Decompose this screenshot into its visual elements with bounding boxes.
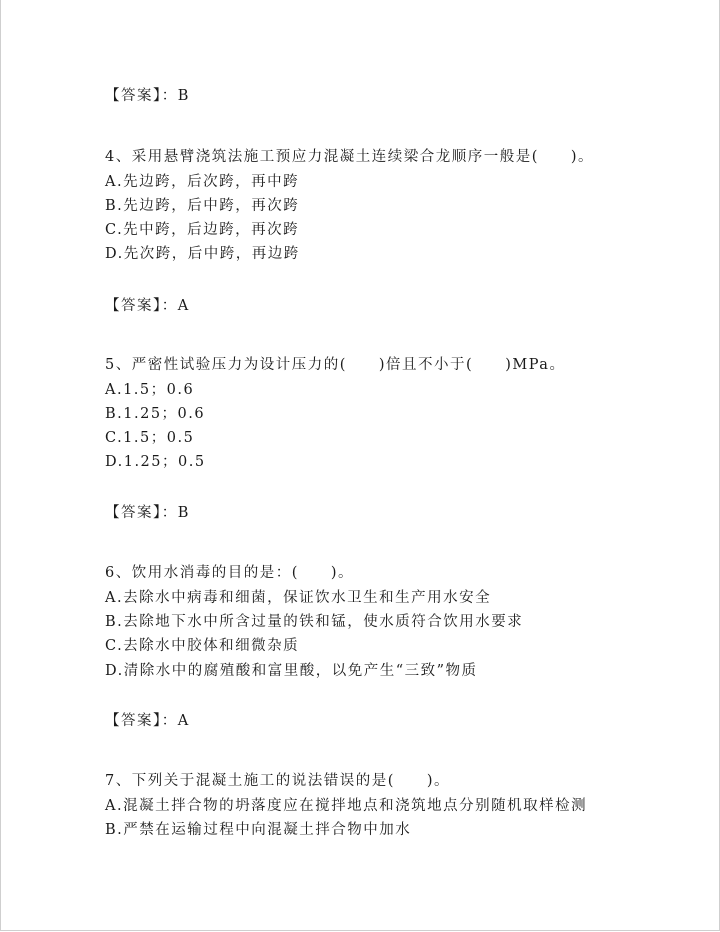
question-text: 6、饮用水消毒的目的是：( )。 [105,565,355,581]
question-text: 7、下列关于混凝土施工的说法错误的是( )。 [105,773,451,789]
answer-line: 【答案】：A [105,713,190,729]
option-a: A.先边跨，后次跨，再中跨 [105,174,300,190]
question-text: 4、采用悬臂浇筑法施工预应力混凝土连续梁合龙顺序一般是( )。 [105,149,595,165]
option-a: A.1.5；0.6 [105,382,195,398]
question-text: 5、严密性试验压力为设计压力的( )倍且不小于( )MPa。 [105,357,566,373]
option-b: B.1.25；0.6 [105,406,206,422]
answer-line: 【答案】：A [105,298,190,314]
option-c: C.去除水中胶体和细微杂质 [105,638,300,654]
option-c: C.1.5；0.5 [105,430,195,446]
answer-line: 【答案】：B [105,88,190,104]
option-b: B.先边跨，后中跨，再次跨 [105,198,300,214]
option-a: A.去除水中病毒和细菌，保证饮水卫生和生产用水安全 [105,590,492,606]
option-b: B.去除地下水中所含过量的铁和锰，使水质符合饮用水要求 [105,614,524,630]
option-d: D.1.25；0.5 [105,454,206,470]
option-d: D.清除水中的腐殖酸和富里酸，以免产生“三致”物质 [105,663,478,679]
option-d: D.先次跨，后中跨，再边跨 [105,246,300,262]
option-b: B.严禁在运输过程中向混凝土拌合物中加水 [105,822,412,838]
answer-line: 【答案】：B [105,505,190,521]
option-a: A.混凝土拌合物的坍落度应在搅拌地点和浇筑地点分别随机取样检测 [105,798,588,814]
option-c: C.先中跨，后边跨，再次跨 [105,222,300,238]
